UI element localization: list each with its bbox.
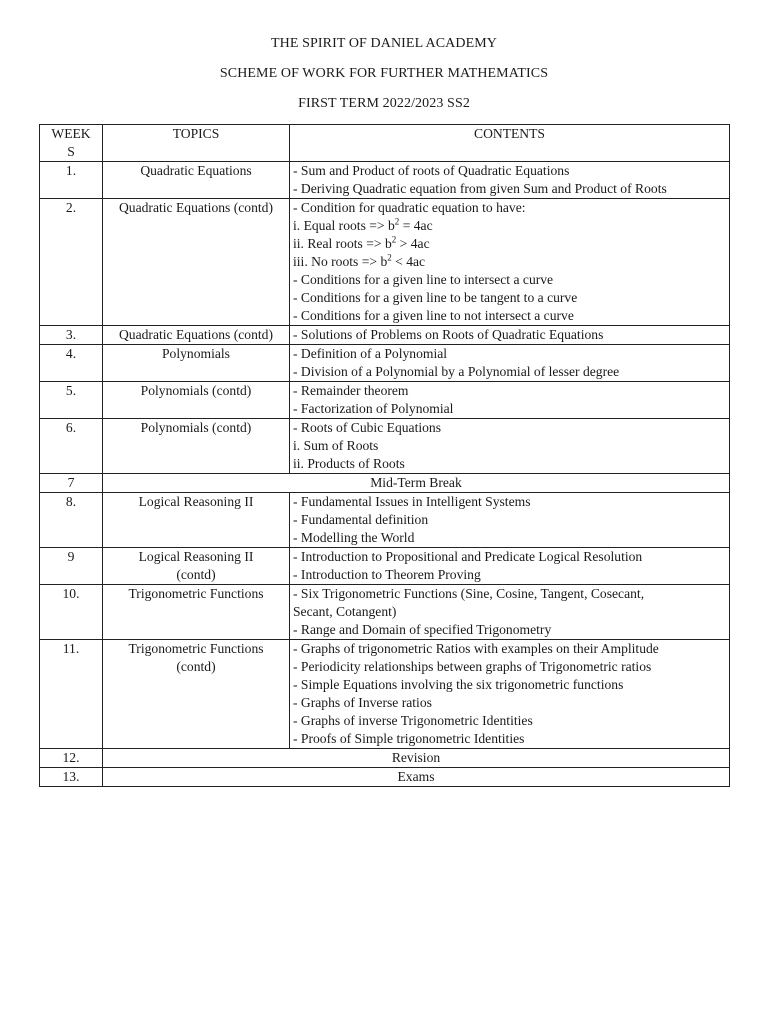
week-cell: 1. <box>40 162 103 199</box>
week-cell: 6. <box>40 419 103 474</box>
real-roots-text: ii. Real roots => b <box>293 236 392 251</box>
topic-line: Trigonometric Functions <box>128 641 264 656</box>
content-line: - Factorization of Polynomial <box>293 401 454 416</box>
content-line: - Remainder theorem <box>293 383 409 398</box>
topic-line: Quadratic Equations (contd) <box>118 200 273 215</box>
content-line: - Introduction to Theorem Proving <box>293 567 481 582</box>
content-line: - Fundamental Issues in Intelligent Systems <box>293 494 531 509</box>
content-line-no-roots <box>293 253 726 271</box>
table-row <box>40 493 730 548</box>
topic-line: Polynomials <box>162 346 230 361</box>
topic-cell <box>103 493 290 548</box>
topic-line: Logical Reasoning II <box>138 549 254 564</box>
content-line: - Definition of a Polynomial <box>293 346 448 361</box>
topic-cell <box>103 162 290 199</box>
topic-cell <box>103 585 290 640</box>
school-title: THE SPIRIT OF DANIEL ACADEMY <box>270 36 498 51</box>
content-line: - Roots of Cubic Equations <box>293 420 442 435</box>
content-line: - Periodicity relationships between graphs of Trigonometric ratios <box>293 659 652 674</box>
topic-cell <box>103 382 290 419</box>
content-line: i. Sum of Roots <box>293 438 379 453</box>
topic-cell <box>103 548 290 585</box>
weeks-header-line-2: S <box>67 144 75 159</box>
content-line: - Graphs of inverse Trigonometric Identities <box>293 713 533 728</box>
term-title: FIRST TERM 2022/2023 SS2 <box>298 96 470 111</box>
topic-cell <box>103 419 290 474</box>
no-roots-text: iii. No roots => b <box>293 254 388 269</box>
topic-line: Quadratic Equations <box>140 163 252 178</box>
content-line: - Six Trigonometric Functions (Sine, Cosine, Tangent, Cosecant, <box>293 586 645 601</box>
content-line: - Fundamental definition <box>293 512 429 527</box>
table-row <box>40 419 730 474</box>
topic-cell <box>103 345 290 382</box>
exams-cell: Exams <box>103 768 730 787</box>
topic-line: (contd) <box>176 567 216 582</box>
contents-cell <box>290 382 730 419</box>
content-line: - Proofs of Simple trigonometric Identities <box>293 731 525 746</box>
weeks-header-line-1: WEEK <box>51 126 91 141</box>
contents-cell <box>290 345 730 382</box>
topic-cell <box>103 326 290 345</box>
contents-cell <box>290 493 730 548</box>
no-roots-condition: < 4ac <box>391 254 426 269</box>
table-row <box>40 768 730 787</box>
content-line-real-roots <box>293 235 726 253</box>
table-row <box>40 474 730 493</box>
content-line: - Conditions for a given line to not intersect a curve <box>293 308 574 323</box>
week-cell: 7 <box>40 474 103 493</box>
week-cell: 13. <box>40 768 103 787</box>
topic-line: Polynomials (contd) <box>140 383 252 398</box>
equal-roots-text: i. Equal roots => b <box>293 218 395 233</box>
contents-cell <box>290 548 730 585</box>
content-line: - Solutions of Problems on Roots of Quadratic Equations <box>293 327 604 342</box>
topic-line: Trigonometric Functions <box>128 586 264 601</box>
week-cell: 2. <box>40 199 103 326</box>
table-row <box>40 345 730 382</box>
topics-header: TOPICS <box>103 125 290 162</box>
table-row <box>40 640 730 749</box>
table-header-row <box>40 125 730 162</box>
table-row <box>40 162 730 199</box>
exponent: 2 <box>387 252 392 263</box>
contents-cell <box>290 326 730 345</box>
contents-cell <box>290 585 730 640</box>
table-row <box>40 749 730 768</box>
weeks-header <box>40 125 103 162</box>
content-line: - Deriving Quadratic equation from given Sum and Product of Roots <box>293 181 667 196</box>
content-line: - Range and Domain of specified Trigonometry <box>293 622 552 637</box>
topic-cell <box>103 640 290 749</box>
equal-roots-condition: = 4ac <box>399 218 433 233</box>
week-cell: 5. <box>40 382 103 419</box>
table-row <box>40 585 730 640</box>
content-line: - Sum and Product of roots of Quadratic Equations <box>293 163 570 178</box>
content-line: - Conditions for a given line to intersect a curve <box>293 272 554 287</box>
contents-cell <box>290 419 730 474</box>
table-row <box>40 199 730 326</box>
week-cell: 11. <box>40 640 103 749</box>
real-roots-condition: > 4ac <box>396 236 430 251</box>
content-line: - Graphs of trigonometric Ratios with examples on their Amplitude <box>293 641 659 656</box>
contents-header: CONTENTS <box>290 125 730 162</box>
content-line: Secant, Cotangent) <box>293 604 397 619</box>
week-cell: 9 <box>40 548 103 585</box>
week-cell: 10. <box>40 585 103 640</box>
contents-cell <box>290 640 730 749</box>
table-row <box>40 548 730 585</box>
content-line: - Division of a Polynomial by a Polynomial of lesser degree <box>293 364 620 379</box>
contents-cell <box>290 162 730 199</box>
topic-line: Quadratic Equations (contd) <box>118 327 273 342</box>
content-line: - Condition for quadratic equation to have: <box>293 200 526 215</box>
content-line: - Graphs of Inverse ratios <box>293 695 432 710</box>
scheme-of-work-table <box>39 124 730 787</box>
topic-line: Logical Reasoning II <box>138 494 254 509</box>
week-cell: 8. <box>40 493 103 548</box>
table-row <box>40 326 730 345</box>
scheme-title: SCHEME OF WORK FOR FURTHER MATHEMATICS <box>219 66 549 81</box>
contents-cell <box>290 199 730 326</box>
week-cell: 4. <box>40 345 103 382</box>
content-line: - Introduction to Propositional and Predicate Logical Resolution <box>293 549 643 564</box>
content-line: ii. Products of Roots <box>293 456 405 471</box>
content-line: - Conditions for a given line to be tangent to a curve <box>293 290 578 305</box>
revision-cell: Revision <box>103 749 730 768</box>
topic-cell <box>103 199 290 326</box>
mid-term-break-cell: Mid-Term Break <box>103 474 730 493</box>
content-line-equal-roots <box>293 217 726 235</box>
topic-line: Polynomials (contd) <box>140 420 252 435</box>
exponent: 2 <box>394 216 400 227</box>
content-line: - Simple Equations involving the six trigonometric functions <box>293 677 624 692</box>
week-cell: 12. <box>40 749 103 768</box>
exponent: 2 <box>391 234 397 245</box>
content-line: - Modelling the World <box>293 530 415 545</box>
table-row <box>40 382 730 419</box>
week-cell: 3. <box>40 326 103 345</box>
topic-line: (contd) <box>176 659 216 674</box>
